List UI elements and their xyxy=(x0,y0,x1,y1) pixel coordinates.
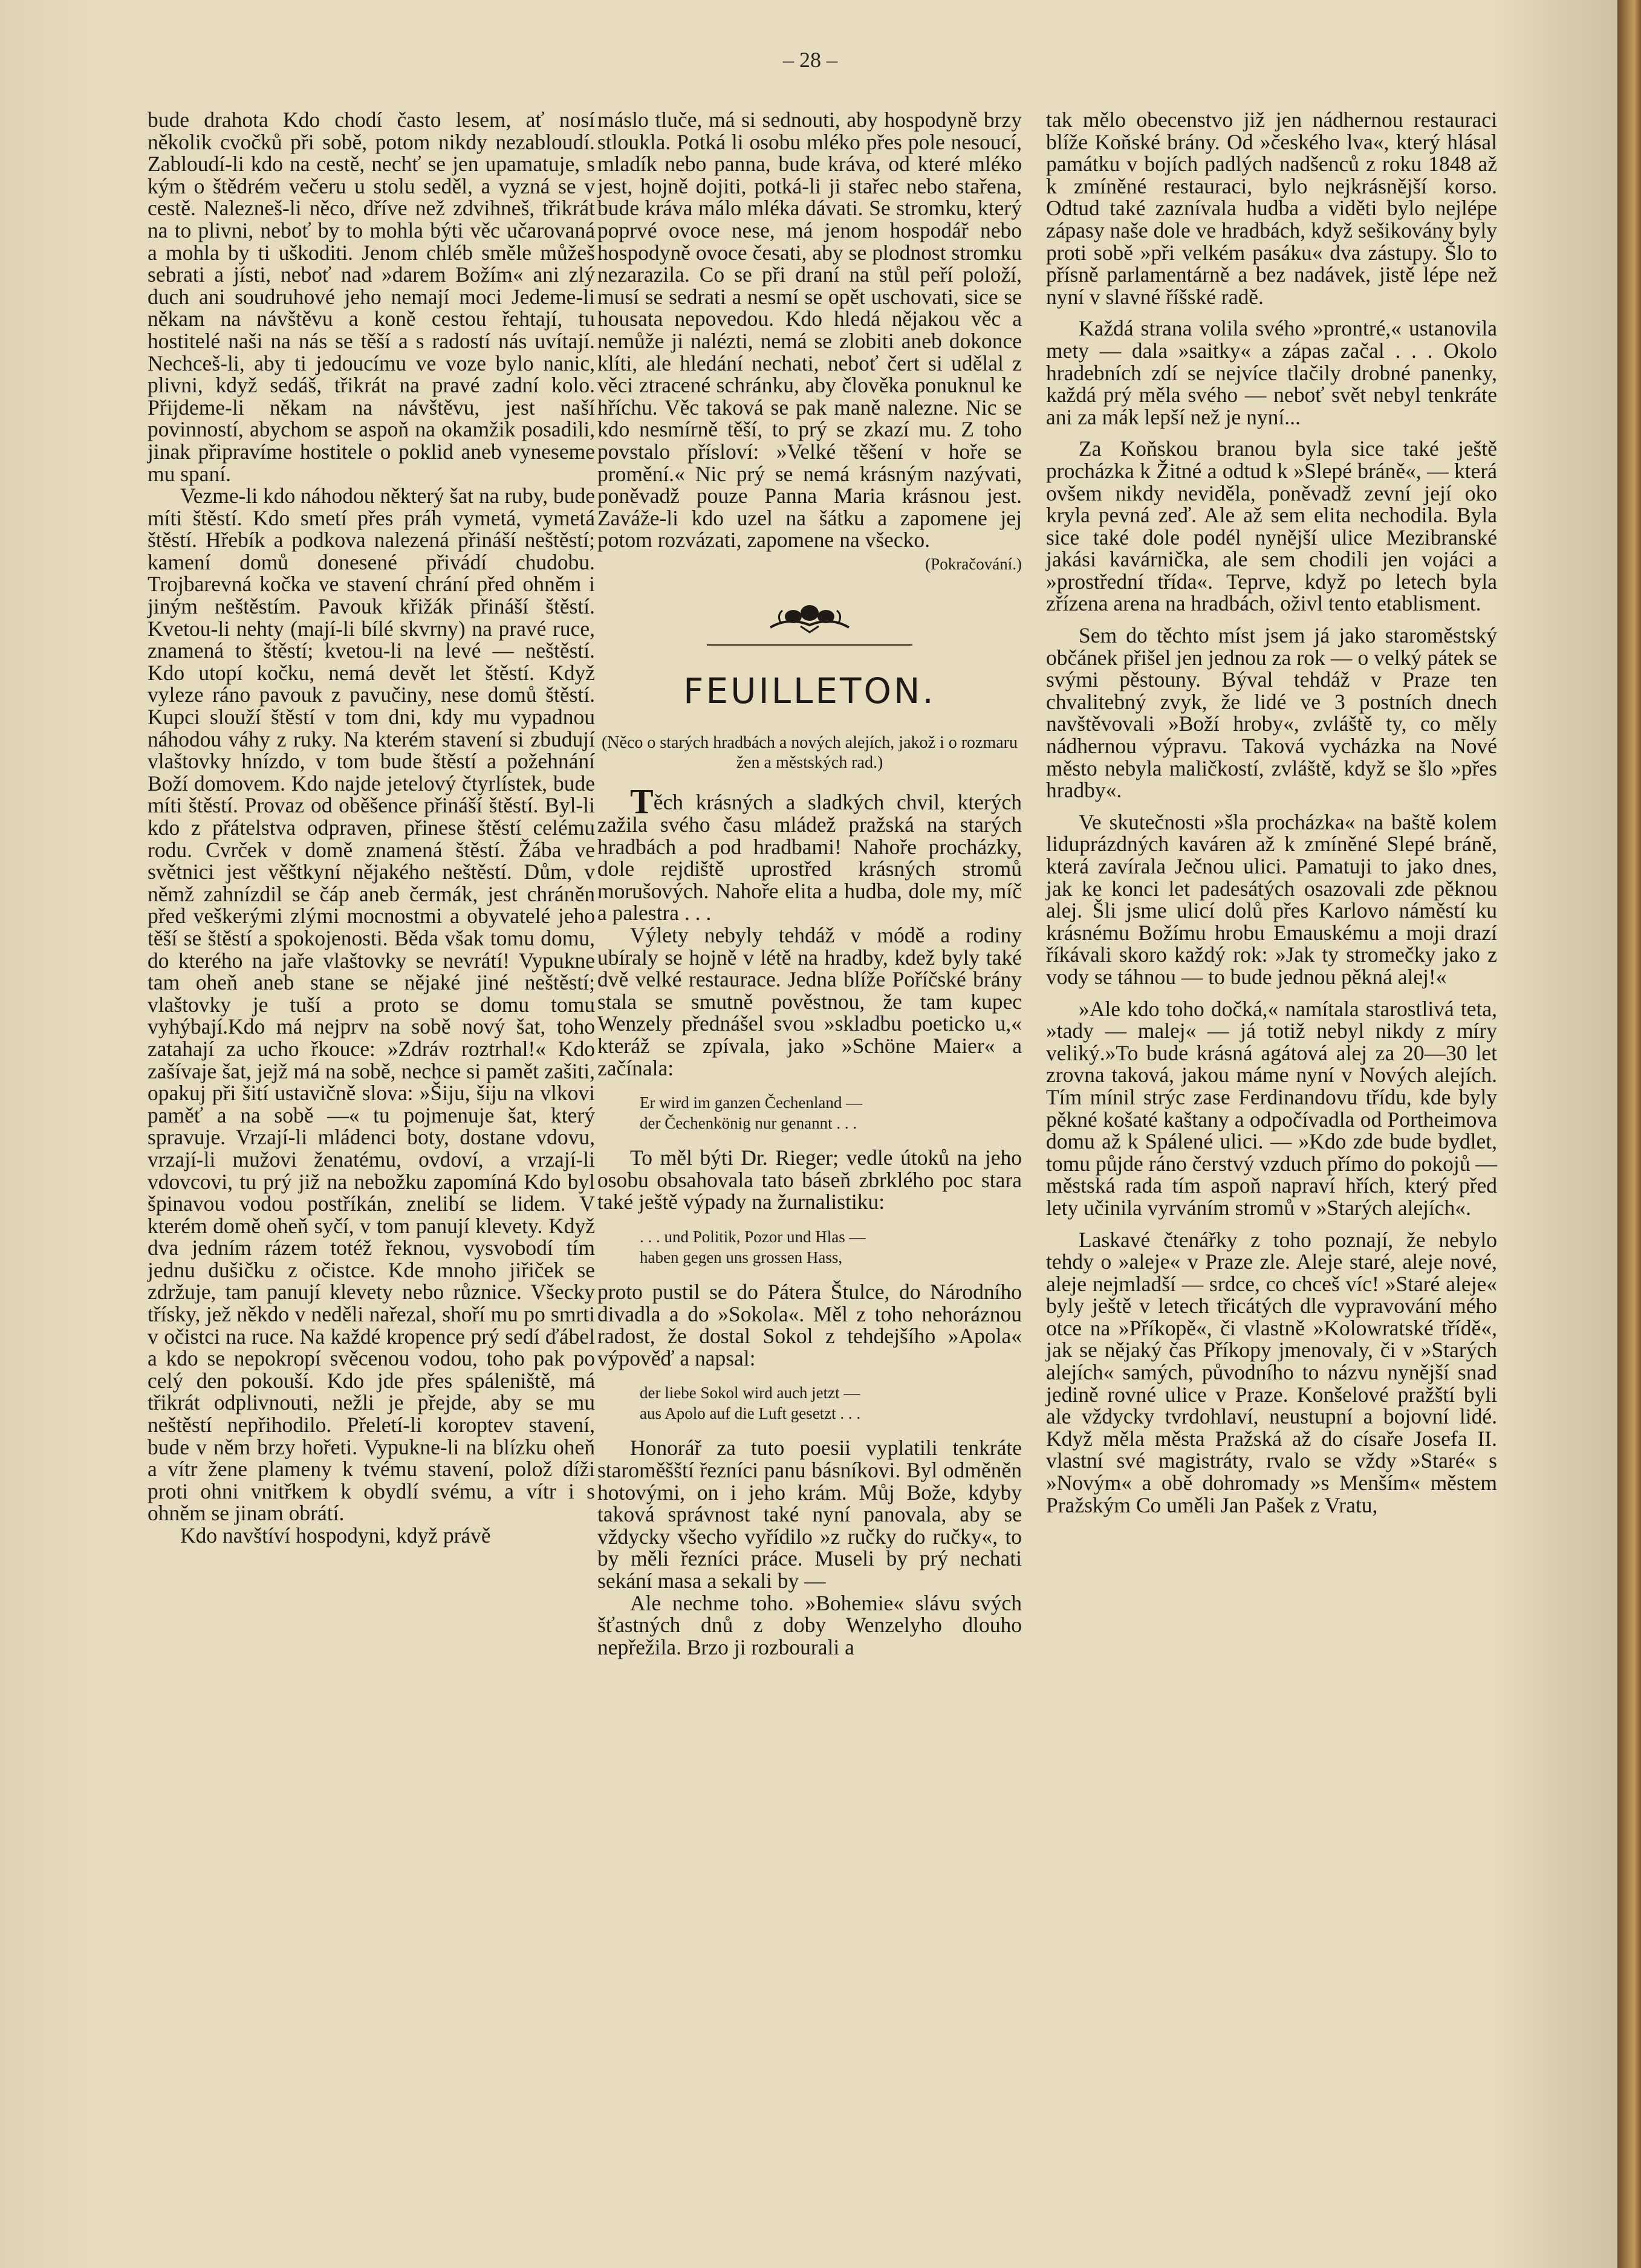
paragraph: Sem do těchto míst jsem já jako staroměstský občánek přišel jen jednou za rok — o velký pátek se svými pěstouny. Býval tehdáž v Praze ten chvalitebný zvyk, že lidé ve 3 postních dnech navštěvovali »Boží hroby«, zvláště ty, co měly nádhernou výpravu. Taková vycházka na Nové město nebyla maličkostí, zvláště, když se šlo »přes hradby«. xyxy=(1046,623,1497,803)
paragraph: ěch krásných a sladkých chvil, kterých zažila svého času mládež pražská na starých hradbách a pod hradbami! Nahoře procházky, dole rejdiště uprostřed krásných stromů morušových. Nahoře elita a hudba, dole my, míč a palestra . . . xyxy=(597,790,1022,925)
verse-line: der Čechenkönig nur genannt . . . xyxy=(640,1114,857,1133)
feuilleton-subtitle: (Něco o starých hradbách a nových alejích, jakož i o rozmaru žen a městských rad.) xyxy=(601,733,1018,773)
verse-line: . . . und Politik, Pozor und Hlas — xyxy=(640,1227,866,1246)
drop-cap: T xyxy=(630,782,654,821)
paragraph: Kdo navštíví hospodyni, když právě xyxy=(180,1523,491,1547)
page-number: – 28 – xyxy=(783,48,837,72)
verse-line: der liebe Sokol wird auch jetzt — xyxy=(640,1384,860,1402)
verse-quote xyxy=(597,1382,1022,1424)
ornament-rule xyxy=(707,644,912,646)
paragraph: Za Koňskou branou byla sice také ještě procházka k Žitné a odtud k »Slepé bráně«, — která ovšem nikdy neviděla, poněvadž zevní její oko kryla pevná zeď. Ale až sem elita nechodila. Byla sice také dole podél nynější ulice Mezibranské jakási kavárnička, ale sem chodili jen vojáci a »prostřední třída«. Teprve, když po letech byla zřízena arena na hradbách, oživl tento etablisment. xyxy=(1046,436,1497,616)
paragraph: Honorář za tuto poesii vyplatili tenkráte staroměšští řezníci panu básníkovi. Byl odměněn hotovými, on i jeho krám. Můj Bože, kdyby taková správnost také nyní panovala, aby se vždycky všecho vyřídilo »z ručky do ručky«, to by měli řezníci práce. Museli by prý nechati sekání masa a sekali by — xyxy=(597,1436,1022,1593)
floral-ornament-icon xyxy=(764,598,855,636)
column-right xyxy=(1046,109,1497,1516)
feuilleton-title: FEUILLETON. xyxy=(683,670,936,712)
verse-line: aus Apolo auf die Luft gesetzt . . . xyxy=(640,1404,861,1423)
paragraph: Ve skutečnosti »šla procházka« na baště kolem liduprázdných kaváren až k zmíněné Slepé bráně, která zavírala Ječnou ulici. Pamatuji to jako dnes, jak ke konci let padesátých osazovali zde pěknou alej. Šli jsme ulicí dolů přes Karlovo náměstí ku krásnému Božímu hrobu Emauskému a moji drazí říkávali skoro každý rok: »Jak ty stromečky jako z vody se táhnou — to bude jednou pěkná alej!« xyxy=(1046,809,1497,989)
column-left xyxy=(148,109,595,1547)
paragraph: Vezme-li kdo náhodou některý šat na ruby, bude míti štěstí. Kdo smetí přes práh vymetá, vymetá štěstí. Hřebík a podkova nalezená přináší neštěstí; kamení domů donesené přivádí chudobu. Trojbarevná kočka ve stavení chrání před ohněm i jiným neštěstím. Pavouk křižák přináší štěstí. Kvetou-li nehty (mají-li bílé skvrny) na pravé ruce, znamená to štěstí; kvetou-li na levé — neštěstí. Kdo utopí kočku, nemá devět let štěstí. Když vyleze ráno pavouk z pavučiny, nese domů štěstí. Kupci slouží štěstí v tom dni, kdy mu vypadnou náhodou váhy z ruky. Na kterém stavení si zbudují vlaštovky hnízdo, v tom bude štěstí a požehnání Boží domovem. Kdo najde jetelový čtyrlístek, bude míti štěstí. Provaz od oběšence přináší štěstí. Byl-li kdo z přátelstva odpraven, přinese štěstí celému rodu. Cvrček v domě znamená štěstí. Žába ve světnici jest věštkyní nějakého neštěstí. Dům, v němž zahnízdil se čáp aneb čermák, jest chráněn před veškerými zlými mocnostmi a obyvatelé jeho těší se štěstí a spokojenosti. Běda však tomu domu, do kterého na jaře vlaštovky se nevrátí! Vypukne tam oheň aneb stane se nějaké jiné neštěstí; vlaštovky je tuší a proto se domu tomu vyhýbají.Kdo má nejprv na sobě nový šat, toho zatahají za ucho řkouce: »Zdráv roztrhal!« Kdo zašívaje šat, jejž má na sobě, nechce si pamět zašiti, opakuj při šití ustavičně slova: »Šiju, šiju na vlkovi paměť a na sobě —« tu pojmenuje šat, který spravuje. Vrzají-li mládenci boty, dostane vdovu, vrzají-li mužovi ženatému, ovdoví, a vrzají-li vdovcovi, tu prý již na nebožku zapomíná Kdo byl špinavou vodou postříkán, znelibí se lidem. V kterém domě oheň syčí, v tom panují klevety. Když dva jedním rázem totéž řeknou, vysvobodí tím jednu dušičku z očistce. Kde mnoho jiřiček se zdržuje, tam panují klevety nebo různice. Všecky třísky, jež někdo v neděli nařezal, shoří mu po smrti v očistci na ruce. Na každé kropence prý sedí ďábel a kdo se nepokropí svěcenou vodou, toho pak po celý den pokouší. Kdo jde přes spáleniště, má třikrát odplivnouti, nežli je přejde, aby se mu neštěstí nepřihodilo. Přeletí-li koroptev stavení, bude v něm brzy hořeti. Vypukne-li na blízku oheň a vítr žene plameny k tvému stavení, polož díži proti ohni vnitřkem k obydlí svému, a vítr i s ohněm se jinam obrátí. xyxy=(148,484,595,1526)
paragraph: tak mělo obecenstvo již jen nádhernou restauraci blíže Koňské brány. Od »českého lva«, který hlásal památku v bojích padlých nadšenců z roku 1848 až k zmíněné restauraci, bylo nejkrásnější korso. Odtud také zaznívala hudba a viděti bylo nejlépe zápasy naše dole ve hradbách, když sešikovány byly proti sobě »při velkém pasáku« dva zástupy. Šlo to přísně parlamentárně a bez nadávek, jistě lépe než nyní v slavné říšské radě. xyxy=(1046,108,1497,309)
paragraph: bude drahota Kdo chodí často lesem, ať nosí několik cvočků při sobě, potom nikdy nezabloudí. Zabloudí-li kdo na cestě, nechť se jen upamatuje, s kým o štědrém večeru u stolu seděl, a vyzná se v cestě. Nalezneš-li něco, dříve než zdvihneš, třikrát na to plivni, neboť by to mohla býti věc učarovaná a mohla by ti uškoditi. Jenom chléb směle můžeš sebrati a jísti, neboť nad »darem Božím« ani zlý duch ani soudruhové jeho nemají moci Jedeme-li někam na návštěvu a koně cestou řehtají, tu hostitelé naši na nás se těší a s radostí nás uvítají. Nechceš-li, aby ti jedoucímu ve voze bylo nanic, plivni, když sedáš, třikrát na pravé zadní kolo. Přijdeme-li někam na návštěvu, jest naší povinností, abychom se aspoň na okamžik posadili, jinak připravíme hostitele o poklid aneb vyneseme mu spaní. xyxy=(148,108,595,486)
continued-note: (Pokračování.) xyxy=(925,554,1022,573)
paragraph: Ale nechme toho. »Bohemie« slávu svých šťastných dnů z doby Wenzelyho dlouho nepřežila. Brzo ji rozbourali a xyxy=(597,1590,1022,1659)
paragraph: »Ale kdo toho dočká,« namítala starostlivá teta, »tady — malej« — já totiž nebyl nikdy z míry veliký.»To bude krásná agátová alej za 20—30 let zrovna taková, jakou máme nyní v Nových alejích. Tím mínil strýc zase Ferdinandovu třídu, kde byly pěkné košaté kaštany a odpočívadla od Portheimova domu až k Spálené ulici. — »Kdo zde bude bydlet, tomu půjde ráno čerstvý vzduch přímo do pokojů — městská rada tím aspoň napraví hřích, který před lety učinila vyrváním stromů v »Starých alejích«. xyxy=(1046,996,1497,1220)
paragraph: máslo tluče, má si sednouti, aby hospodyně brzy stloukla. Potká li osobu mléko přes pole nesoucí, mladík nebo panna, bude kráva, od které mléko jest, hojně dojiti, potká-li ji stařec nebo stařena, bude kráva málo mléka dávati. Se stromku, který poprvé ovoce nese, má jenom hospodář nebo hospodyně ovoce česati, aby se plodnost stromku nezarazila. Co se při draní na stůl peří položí, musí se sedrati a nesmí se opět uschovati, sice se housata nepovedou. Kdo hledá nějakou věc a nemůže ji nalézti, nemá se zlobiti aneb dokonce klíti, ale hledání nechati, neboť čert si udělal z věci ztracené schránku, aby člověka ponuknul ke hříchu. Věc taková se pak maně nalezne. Nic se kdo nesmírně těší, to prý se zkazí mu. Z toho povstalo přísloví: »Velké těšení v hoře se promění.« Nic prý se nemá krásným nazývati, poněvadž pouze Panna Maria krásnou jest. Zaváže-li kdo uzel na šátku a zapomene jej potom rozvázati, zapomene na všecko. xyxy=(597,108,1022,552)
verse-quote xyxy=(597,1226,1022,1268)
book-spine-edge xyxy=(1617,0,1641,2268)
verse-line: Er wird im ganzen Čechenland — xyxy=(640,1094,863,1112)
paragraph: Každá strana volila svého »prontré,« ustanovila mety — dala »saitky« a zápas začal . . . Okolo hradebních zdí se nejvíce tlačily drobné panenky, každá prý měla svého — neboť svět nebyl tenkráte ani za mák lepší než je nyní... xyxy=(1046,316,1497,429)
paragraph: Výlety nebyly tehdáž v módě a rodiny ubíraly se hojně v létě na hradby, kdež byly také dvě velké restaurace. Jedna blíže Poříčské brány stala se smutně pověstnou, že tam kupec Wenzely přednášel svou »skladbu poeticko u,« kteráž se zpívala, jako »Schöne Maier« a začínala: xyxy=(597,923,1022,1080)
floral-ornament xyxy=(597,598,1022,640)
column-middle xyxy=(597,109,1022,1658)
paragraph: proto pustil se do Pátera Štulce, do Národního divadla a do »Sokola«. Měl z toho nehoráznou radost, že dostal Sokol z tehdejšího »Apola« výpověď a napsal: xyxy=(597,1279,1022,1370)
paragraph: Laskavé čtenářky z toho poznají, že nebylo tehdy o »aleje« v Praze zle. Aleje staré, aleje nové, aleje nejmladší — srdce, co chceš víc! »Staré aleje« byly ještě v letech třicátých dle vypravování mého otce na »Příkopě«, či vlastně »Kolowratské třídě«, jak se nějaký čas Příkopy jmenovaly, či v »Starých alejích« samých, původního to názvu nynější snad jedině rovné ulice v Praze. Konšelové pražští byli ale vždycky tvrdohlaví, neustupní a bojovní lidé. Když měla města Pražská až do císaře Josefa II. vlastní své magistráty, rvalo se vždy »Staré« s »Novým« a obě dohromady »s Menším« městem Pražským Co uměli Jan Pašek z Vratu, xyxy=(1046,1227,1497,1517)
verse-quote xyxy=(597,1092,1022,1133)
verse-line: haben gegen uns grossen Hass, xyxy=(640,1248,843,1266)
paragraph: To měl býti Dr. Rieger; vedle útoků na jeho osobu obsahovala tato báseň zbrklého poc stara také ještě výpady na žurnalistiku: xyxy=(597,1145,1022,1214)
